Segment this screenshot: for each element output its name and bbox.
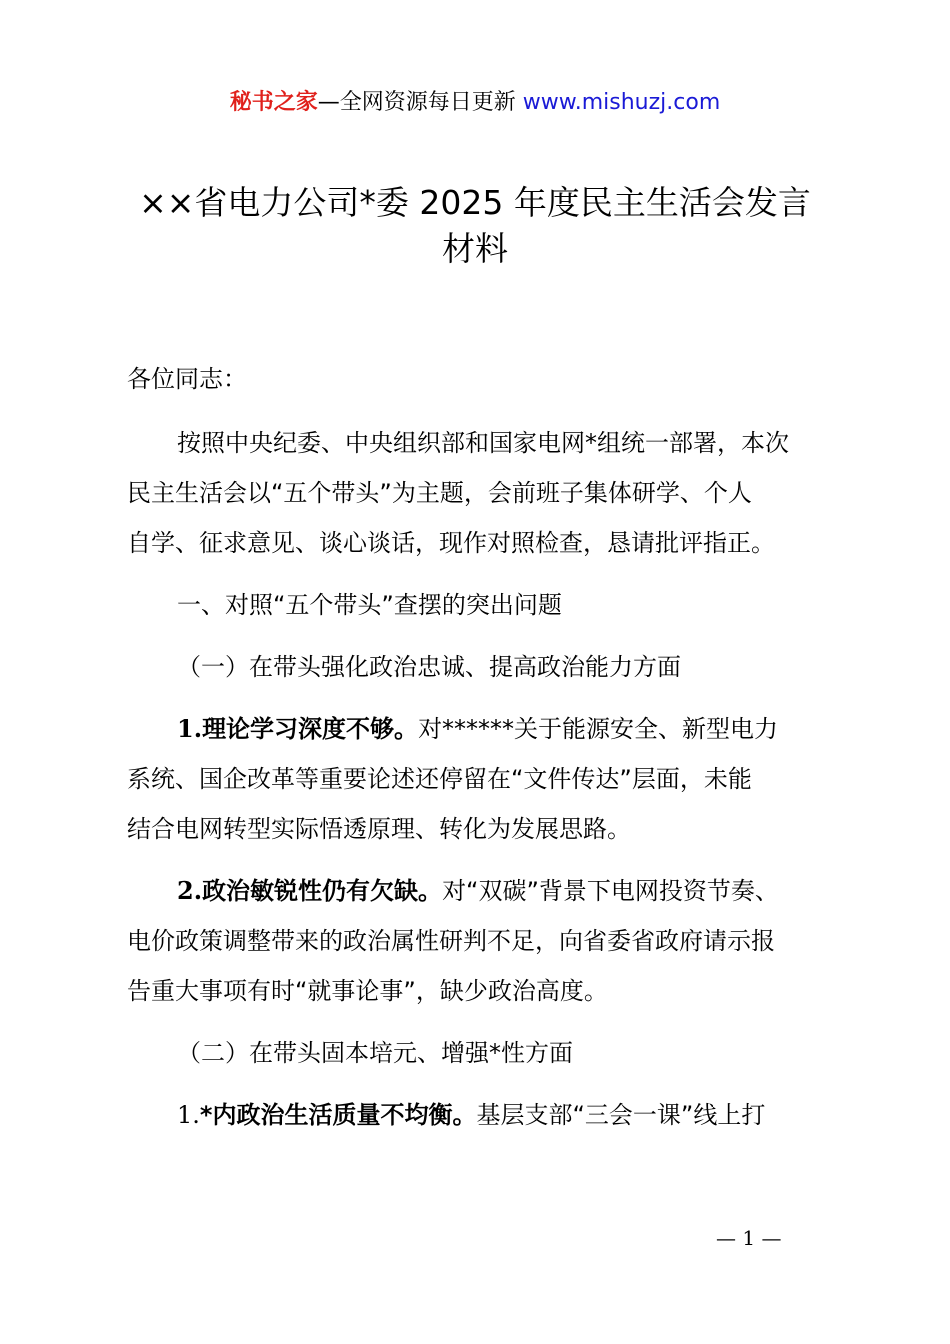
banner-tagline: —全网资源每日更新 [317, 90, 523, 115]
subsection-2-heading: （二）在带头固本培元、增强*性方面 [177, 1039, 573, 1067]
item-2-1-line-1 [127, 1090, 847, 1140]
item-number: 2. [177, 876, 203, 905]
salutation [127, 354, 847, 404]
item-2-1-paragraph [127, 1090, 847, 1140]
page-number: — 1 — [716, 1226, 782, 1250]
document-title [120, 180, 830, 272]
item-number: 1. [177, 1101, 200, 1129]
subsection-heading-1 [127, 642, 847, 692]
item-1-1-line-3: 结合电网转型实际悟透原理、转化为发展思路。 [127, 815, 631, 843]
item-1-1-line-2: 系统、国企改革等重要论述还停留在“文件传达”层面，未能 [127, 765, 752, 793]
title-line-1: ××省电力公司*委 2025 年度民主生活会发言 [139, 183, 811, 222]
item-number: 1. [177, 714, 203, 743]
item-1-2-line-1 [127, 866, 847, 916]
item-1-1-line-1 [127, 704, 847, 754]
item-1-1-bold-title: 理论学习深度不够。 [202, 715, 419, 743]
item-1-1-line-1-rest: 对******关于能源安全、新型电力 [418, 715, 779, 743]
title-line-2: 材料 [442, 229, 508, 268]
item-2-1-bold-title: *内政治生活质量不均衡。 [199, 1101, 477, 1129]
intro-line-2: 民主生活会以“五个带头”为主题，会前班子集体研学、个人 [127, 479, 752, 507]
section-1-heading: 一、对照“五个带头”查摆的突出问题 [177, 591, 562, 619]
item-1-2-bold-title: 政治敏锐性仍有欠缺。 [202, 877, 443, 905]
subsection-1-heading: （一）在带头强化政治忠诚、提高政治能力方面 [177, 653, 681, 681]
item-1-1-paragraph [127, 704, 847, 854]
item-1-2-paragraph [127, 866, 847, 1016]
item-1-2-line-1-rest: 对“双碳”背景下电网投资节奏、 [442, 877, 779, 905]
item-1-2-line-2: 电价政策调整带来的政治属性研判不足，向省委省政府请示报 [127, 927, 775, 955]
brand-name: 秘书之家 [229, 90, 318, 115]
section-heading-1 [127, 580, 847, 630]
item-2-1-line-1-rest: 基层支部“三会一课”线上打 [476, 1101, 766, 1129]
header-banner [0, 88, 950, 118]
subsection-heading-2 [127, 1028, 847, 1078]
intro-line-1: 按照中央纪委、中央组织部和国家电网*组统一部署，本次 [177, 429, 789, 457]
salutation-text: 各位同志： [127, 365, 247, 393]
intro-paragraph [127, 418, 847, 568]
website-link[interactable]: www.mishuzj.com [522, 90, 721, 115]
intro-line-3: 自学、征求意见、谈心谈话，现作对照检查，恳请批评指正。 [127, 529, 775, 557]
item-1-2-line-3: 告重大事项有时“就事论事”，缺少政治高度。 [127, 977, 608, 1005]
